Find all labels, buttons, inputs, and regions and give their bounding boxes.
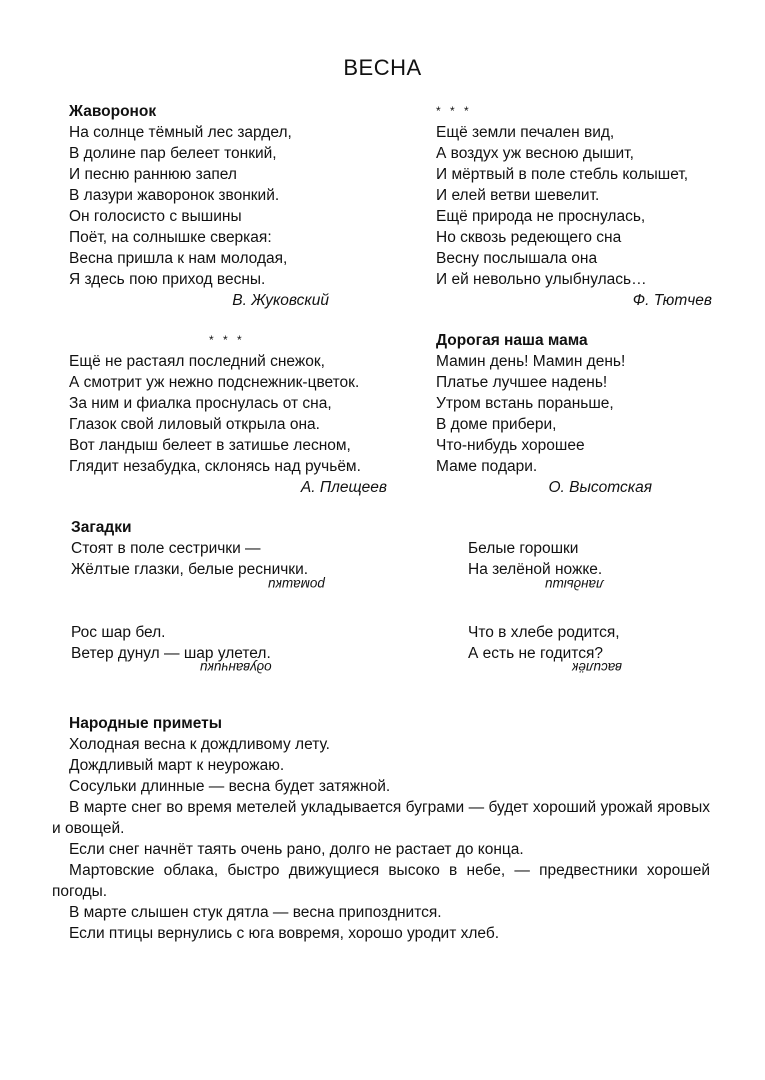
poem-line: Глядит незабудка, склонясь над ручьём. — [69, 458, 361, 475]
poem-author: О. Высотская — [548, 479, 652, 496]
omen-item: Мартовские облака, быстро движущиеся высоко в небе, — предвестники хорошей погоды. — [52, 862, 710, 900]
poem-line: Ещё не растаял последний снежок, — [69, 353, 325, 370]
poem-line: В долине пар белеет тонкий, — [69, 145, 277, 162]
riddle-line: А есть не годится? — [468, 645, 603, 662]
poem-line: Ещё земли печален вид, — [436, 124, 615, 141]
omens-section — [52, 713, 710, 944]
page-title: ВЕСНА — [343, 55, 422, 80]
riddle-answer: ландыши — [545, 577, 604, 592]
poem-line: И мёртвый в поле стебль колышет, — [436, 166, 689, 183]
poem-tyutchev — [436, 101, 712, 311]
poem-author: Ф. Тютчев — [632, 292, 712, 309]
poem-line: Платье лучшее надень! — [436, 374, 608, 391]
riddle-4 — [468, 622, 620, 664]
riddles-title: Загадки — [71, 519, 132, 536]
poem-line: Что-нибудь хорошее — [436, 437, 585, 454]
poem-line: Но сквозь редеющего сна — [436, 229, 622, 246]
riddle-3 — [71, 622, 271, 664]
poem-line: А воздух уж весною дышит, — [436, 145, 634, 162]
poem-line: И елей ветви шевелит. — [436, 187, 600, 204]
poem-title: Дорогая наша мама — [436, 332, 588, 349]
omen-item: Сосульки длинные — весна будет затяжной. — [69, 778, 391, 795]
omen-item: Если птицы вернулись с юга вовремя, хорошо уродит хлеб. — [69, 925, 500, 942]
omens-title: Народные приметы — [69, 715, 222, 732]
riddle-line: Ветер дунул — шар улетел. — [71, 645, 271, 662]
riddle-line: Жёлтые глазки, белые реснички. — [71, 561, 309, 578]
poem-line: И ей невольно улыбнулась… — [436, 271, 647, 288]
poem-title: Жаворонок — [69, 103, 157, 120]
poem-title: * * * — [209, 333, 245, 347]
poem-author: В. Жуковский — [232, 292, 329, 309]
poem-line: Вот ландыш белеет в затишье лесном, — [69, 437, 351, 454]
poem-line: Маме подари. — [436, 458, 538, 475]
poem-line: Утром встань пораньше, — [436, 395, 614, 412]
poem-zhavoronok — [69, 101, 329, 311]
riddle-answer: василёк — [572, 660, 623, 675]
poem-pleshcheev — [69, 330, 387, 498]
poem-line: Поёт, на солнышке сверкая: — [69, 229, 272, 246]
poem-title: * * * — [436, 104, 472, 118]
poem-line: В доме прибери, — [436, 416, 557, 433]
riddle-answer: ромашки — [268, 577, 325, 592]
omen-item: В марте снег во время метелей укладывается буграми — будет хороший урожай яровых и овощей. — [52, 799, 710, 837]
riddle-answer: одуванчики — [200, 660, 272, 675]
poem-mama — [436, 330, 652, 498]
riddle-line: Что в хлебе родится, — [468, 624, 620, 641]
riddle-line: Белые горошки — [468, 540, 579, 557]
poem-line: За ним и фиалка проснулась от сна, — [69, 395, 332, 412]
poem-line: Ещё природа не проснулась, — [436, 208, 646, 225]
riddle-line: На зелёной ножке. — [468, 561, 603, 578]
riddle-1 — [71, 538, 308, 580]
omen-item: Холодная весна к дождливому лету. — [69, 736, 330, 753]
riddle-line: Рос шар бел. — [71, 624, 166, 641]
omen-item: Если снег начнёт таять очень рано, долго не растает до конца. — [69, 841, 524, 858]
riddle-2 — [468, 538, 602, 580]
poem-line: Мамин день! Мамин день! — [436, 353, 626, 370]
poem-line: Весна пришла к нам молодая, — [69, 250, 288, 267]
poem-line: Весну послышала она — [436, 250, 598, 267]
omen-item: Дождливый март к неурожаю. — [69, 757, 285, 774]
poem-author: А. Плещеев — [300, 479, 387, 496]
riddle-line: Стоят в поле сестрички — — [71, 540, 261, 557]
poem-line: В лазури жаворонок звонкий. — [69, 187, 280, 204]
poem-line: Он голосисто с вышины — [69, 208, 242, 225]
poem-line: И песню раннюю запел — [69, 166, 237, 183]
poem-line: Я здесь пою приход весны. — [69, 271, 266, 288]
omen-item: В марте слышен стук дятла — весна припозднится. — [69, 904, 442, 921]
poem-line: Глазок свой лиловый открыла она. — [69, 416, 320, 433]
poem-line: На солнце тёмный лес зардел, — [69, 124, 292, 141]
poem-line: А смотрит уж нежно подснежник-цветок. — [69, 374, 360, 391]
